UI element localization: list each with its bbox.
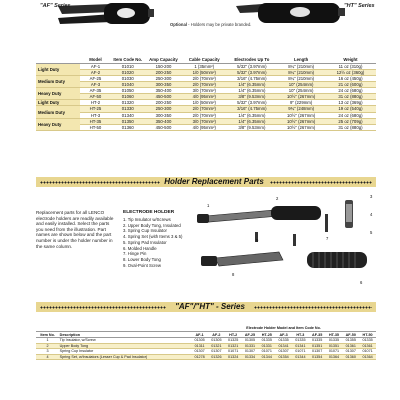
spec-table-cell: 4/0 (95mm²): [182, 94, 226, 100]
part-code-cell: 01351: [326, 343, 343, 349]
parts-list-item: 3. Spring Cup Insulator: [123, 228, 167, 234]
spec-table-cell: HT-35: [80, 118, 111, 124]
spec-table-cell: 8¼" (210mm): [277, 69, 325, 75]
diagram-number: 3: [370, 194, 373, 199]
spec-table-cell: 4/0 (95mm²): [182, 124, 226, 130]
parts-list-item: 4. Spring Set (with Items 3 & 5): [123, 234, 183, 240]
spec-table-cell: 01330: [111, 106, 145, 112]
af-series-label: "AF" Series: [40, 3, 71, 9]
spec-table-cell: AF-1: [80, 63, 111, 69]
spec-table-cell: 3/16" (4.75mm): [226, 75, 277, 81]
part-code-cell: 01321: [225, 343, 242, 349]
spec-table-cell: 3/8" (9.53mm): [226, 94, 277, 100]
part-code-cell: 4: [36, 354, 59, 360]
part-code-cell: 01307: [208, 349, 225, 355]
part-code-cell: 01341: [292, 343, 309, 349]
spec-table-cell: 350-400: [145, 118, 182, 124]
replacement-intro-text: Replacement parts for all LENCO electrode holders are readily available and easily installed. Select the parts you need from the illustration. Part names are shown below and the part number is under the holder number in the same column.: [36, 210, 114, 249]
parts-list-item: 7. Hinge Pin: [123, 251, 147, 257]
banner-dots-left: [40, 306, 166, 309]
parts-list: [123, 217, 182, 268]
part-code-cell: 01335: [258, 338, 275, 344]
diagram-number: 8: [232, 272, 235, 277]
spec-table-cell: 10½" (267mm): [277, 124, 325, 130]
parts-header-cell: HT-2: [225, 332, 242, 338]
part-code-cell: 01326: [208, 354, 225, 360]
exploded-parts-diagram: [195, 192, 380, 292]
part-code-cell: 01307: [309, 349, 326, 355]
spec-table-cell: 24 oz (680g): [325, 112, 376, 118]
part-code-cell: 01361: [342, 343, 359, 349]
spec-table-row: [36, 124, 376, 130]
part-code-cell: 01335: [309, 338, 326, 344]
spec-table-cell: 3/0 (70mm²): [182, 88, 226, 94]
parts-header-cell: AF-3: [275, 332, 292, 338]
spec-table-cell: 8¼" (210mm): [277, 63, 325, 69]
part-code-cell: 01307: [191, 349, 208, 355]
spec-table-cell: 2/0 (70mm²): [182, 106, 226, 112]
diagram-number: 9: [256, 238, 259, 243]
diagram-number: 1: [207, 203, 210, 208]
part-code-cell: 01071: [359, 349, 376, 355]
lower-body-tong-drawing: [201, 252, 283, 266]
duty-class-cell: Medium Duty: [36, 75, 80, 87]
spec-table-cell: 5/32" (3.97mm): [226, 100, 277, 106]
diagram-number: 2: [276, 196, 279, 201]
ht-holder-image: [236, 3, 345, 23]
replacement-parts-title: Holder Replacement Parts: [164, 177, 264, 186]
spec-table-cell: 2/0 (70mm²): [182, 82, 226, 88]
spec-table-cell: HT-2: [80, 100, 111, 106]
part-code-cell: 01344: [292, 354, 309, 360]
af-ht-series-title: "AF"/"HT" - Series: [175, 302, 245, 311]
part-code-cell: 01351: [309, 343, 326, 349]
spec-table-cell: AF-2: [80, 69, 111, 75]
parts-table-caption: Electrode Holder Model and Item Code No.: [191, 326, 376, 332]
part-code-cell: 01071: [326, 349, 343, 355]
part-code-cell: 01364: [326, 354, 343, 360]
spec-table-cell: 10" (254mm): [277, 88, 325, 94]
diagram-number: 6: [360, 280, 363, 285]
spec-table-cell: 3/0 (70mm²): [182, 118, 226, 124]
spec-table-cell: 300-350: [145, 112, 182, 118]
part-code-cell: 3: [36, 349, 59, 355]
parts-header-cell: HT-35: [326, 332, 343, 338]
parts-header-cell: AF-2: [208, 332, 225, 338]
diagram-number: 5: [370, 230, 373, 235]
spec-table-cell: 19 oz (540g): [325, 106, 376, 112]
spec-table-cell: 31 oz (880g): [325, 94, 376, 100]
part-code-cell: 01335: [326, 338, 343, 344]
part-code-cell: 01335: [359, 338, 376, 344]
spec-table-cell: 16 oz (450g): [325, 75, 376, 81]
duty-class-cell: Medium Duty: [36, 106, 80, 118]
spec-table-cell: 1/0 (50mm²): [182, 69, 226, 75]
duty-class-cell: Light Duty: [36, 100, 80, 106]
parts-header-cell: AF-1: [191, 332, 208, 338]
optional-note: [170, 22, 251, 27]
spec-table-cell: 01030: [111, 75, 145, 81]
part-code-cell: 01071: [225, 349, 242, 355]
spec-table-cell: AF-3: [80, 82, 111, 88]
parts-table-body: [36, 338, 376, 360]
spec-table-cell: 8¼" (210mm): [277, 75, 325, 81]
product-photos: [0, 0, 400, 56]
part-code-cell: 01341: [275, 343, 292, 349]
part-description-cell: Spring Set, w/Insulators (Lesser Cup & Pad Insulator): [59, 354, 191, 360]
part-code-cell: 2: [36, 343, 59, 349]
spec-table-cell: 10½" (267mm): [277, 94, 325, 100]
parts-list-item: 5. Spring Pad Insulator: [123, 239, 167, 245]
part-description-cell: Tip Insulator, w/Screw: [59, 338, 191, 344]
part-code-cell: 01307: [275, 349, 292, 355]
parts-code-table: [36, 326, 376, 360]
parts-header-cell: HT-50: [359, 332, 376, 338]
part-code-cell: 01355: [342, 338, 359, 344]
part-code-cell: 01344: [258, 354, 275, 360]
spec-header-cell: Cable Capacity: [182, 57, 226, 63]
spec-table-cell: 01360: [111, 124, 145, 130]
spec-table-cell: 5/32" (3.97mm): [226, 63, 277, 69]
part-code-cell: 01311: [191, 343, 208, 349]
spec-table-cell: 25 oz (709g): [325, 118, 376, 124]
spec-table-cell: 13 oz (369g): [325, 100, 376, 106]
diagram-number: 7: [326, 236, 329, 241]
spec-table-cell: 350-400: [145, 88, 182, 94]
spec-header-cell: Length: [277, 57, 325, 63]
part-code-cell: 01324: [225, 354, 242, 360]
part-code-cell: 01364: [359, 354, 376, 360]
part-code-cell: 01354: [275, 354, 292, 360]
spec-header-cell: Item Code No.: [111, 57, 145, 63]
spec-table-cell: 01020: [111, 69, 145, 75]
spec-table-cell: 01350: [111, 118, 145, 124]
spring-set-drawing: [345, 200, 353, 228]
spec-table-cell: 1 (35mm²): [182, 63, 226, 69]
spec-table-cell: 01060: [111, 94, 145, 100]
spec-table-cell: 5/32" (3.97mm): [226, 69, 277, 75]
ht-series-label: "HT" Series: [344, 3, 375, 9]
part-code-cell: 01354: [309, 354, 326, 360]
spec-table-cell: 10½" (267mm): [277, 118, 325, 124]
spec-table-cell: HT-50: [80, 124, 111, 130]
spec-header-cell: Electrodes Up To: [226, 57, 277, 63]
spec-table-cell: 21 oz (600g): [325, 82, 376, 88]
spec-table-cell: 01050: [111, 88, 145, 94]
replacement-parts-banner: [36, 177, 376, 187]
spec-table-cell: 1/0 (50mm²): [182, 100, 226, 106]
part-code-cell: 01305: [191, 338, 208, 344]
parts-list-item: 6. Molded Handle: [123, 245, 157, 251]
spec-table-cell: AF-50: [80, 94, 111, 100]
parts-list-item: 8. Lower Body Tong: [123, 256, 161, 262]
spec-table-cell: 1/4" (6.35mm): [226, 88, 277, 94]
spec-table-cell: 3/16" (4.75mm): [226, 106, 277, 112]
part-code-cell: 01321: [208, 343, 225, 349]
part-code-cell: 01305: [242, 338, 259, 344]
spec-table: [36, 57, 376, 131]
spec-table-cell: 1/4" (6.35mm): [226, 118, 277, 124]
diagram-number: 4: [370, 212, 373, 217]
duty-class-cell: Light Duty: [36, 63, 80, 75]
spec-header-cell: Weight: [325, 57, 376, 63]
af-ht-series-banner: [36, 302, 376, 312]
spec-table-cell: 01340: [111, 112, 145, 118]
optional-note-text: - Holders may be private branded.: [188, 22, 252, 27]
parts-header-cell: Description: [59, 332, 191, 338]
spec-table-cell: 450-500: [145, 94, 182, 100]
spec-table-cell: HT-25: [80, 106, 111, 112]
upper-body-tong-drawing: [197, 206, 321, 223]
spec-table-cell: 2/0 (70mm²): [182, 75, 226, 81]
spec-table-cell: 2/0 (70mm²): [182, 112, 226, 118]
spec-table-cell: 3/8" (9.53mm): [226, 124, 277, 130]
parts-list-item: 2. Upper Body Tong, Insulated: [123, 222, 181, 228]
optional-note-bold: Optional: [170, 22, 187, 27]
part-description-cell: Upper Body Tong: [59, 343, 191, 349]
spec-table-cell: 12½ oz (360g): [325, 69, 376, 75]
parts-header-cell: AF-25: [242, 332, 259, 338]
part-code-cell: 01307: [342, 349, 359, 355]
spec-table-cell: HT-3: [80, 112, 111, 118]
spec-table-cell: 250-300: [145, 75, 182, 81]
part-code-cell: 01071: [258, 349, 275, 355]
part-code-cell: 01334: [242, 354, 259, 360]
parts-header-cell: Item No.: [36, 332, 59, 338]
parts-list-item: 1. Tip Insulator w/Screws: [123, 217, 171, 222]
parts-list-item: 9. Oval-Point Screw: [123, 262, 161, 268]
af-holder-image: [58, 3, 154, 24]
part-code-cell: 1: [36, 338, 59, 344]
spec-table-cell: 31 oz (880g): [325, 124, 376, 130]
parts-header-cell: AF-35: [309, 332, 326, 338]
parts-table-row: [36, 354, 376, 360]
duty-class-cell: Heavy Duty: [36, 118, 80, 130]
spec-table-cell: 9" (229mm): [277, 100, 325, 106]
spec-table-cell: 200-250: [145, 69, 182, 75]
spec-header-cell: Model: [80, 57, 111, 63]
part-code-cell: 01278: [191, 354, 208, 360]
part-code-cell: 01335: [275, 338, 292, 344]
spec-table-cell: 200-250: [145, 100, 182, 106]
part-code-cell: 01335: [292, 338, 309, 344]
molded-handle-drawing: [307, 252, 367, 268]
spec-table-cell: 450-500: [145, 124, 182, 130]
part-code-cell: 01305: [208, 338, 225, 344]
spec-table-cell: 1/4" (6.35mm): [226, 82, 277, 88]
parts-header-cell: HT-3: [292, 332, 309, 338]
part-code-cell: 01331: [242, 343, 259, 349]
banner-dots-left: [40, 181, 160, 184]
part-code-cell: 01331: [258, 343, 275, 349]
spec-table-cell: AF-25: [80, 75, 111, 81]
duty-class-cell: Heavy Duty: [36, 88, 80, 100]
part-description-cell: Spring Cup Insulator: [59, 349, 191, 355]
part-code-cell: 01360: [342, 354, 359, 360]
part-code-cell: 01307: [242, 349, 259, 355]
parts-header-cell: HT-25: [258, 332, 275, 338]
spec-table-cell: 1/4" (6.35mm): [226, 112, 277, 118]
spec-table-cell: 9¾" (248mm): [277, 106, 325, 112]
spec-table-cell: 150-200: [145, 63, 182, 69]
part-code-cell: 01071: [292, 349, 309, 355]
part-code-cell: 01361: [359, 343, 376, 349]
electrode-holder-title: ELECTRODE HOLDER: [123, 210, 175, 215]
banner-dots-right: [270, 181, 372, 184]
spec-header-cell: Amp Capacity: [145, 57, 182, 63]
spec-table-cell: AF-35: [80, 88, 111, 94]
spec-table-cell: 300-350: [145, 82, 182, 88]
part-code-cell: 01325: [225, 338, 242, 344]
spec-table-cell: 24 oz (680g): [325, 88, 376, 94]
spec-table-body: [36, 63, 376, 130]
banner-dots-right: [254, 306, 372, 309]
spec-table-cell: 01320: [111, 100, 145, 106]
spec-table-cell: 250-300: [145, 106, 182, 112]
spec-table-cell: 10½" (267mm): [277, 112, 325, 118]
spec-table-cell: 01040: [111, 82, 145, 88]
spec-table-cell: 10" (254mm): [277, 82, 325, 88]
spec-table-cell: 11 oz (310g): [325, 63, 376, 69]
parts-header-cell: AF-50: [342, 332, 359, 338]
spec-table-cell: 01010: [111, 63, 145, 69]
